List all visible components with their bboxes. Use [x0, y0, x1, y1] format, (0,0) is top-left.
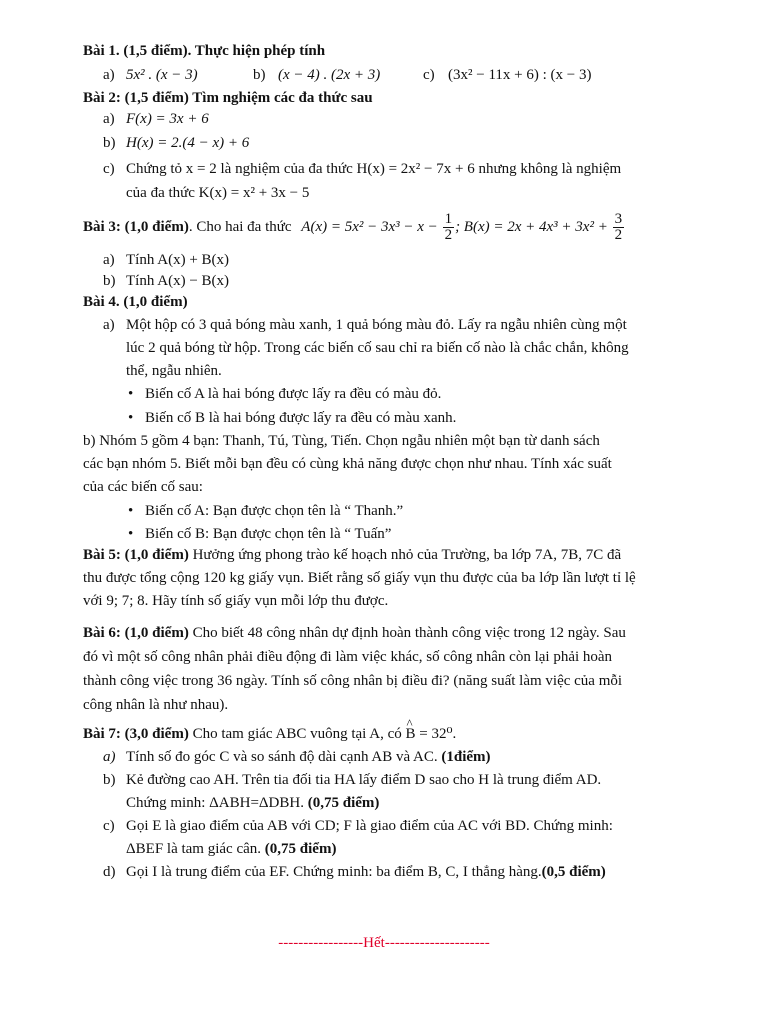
bai3-header [83, 212, 693, 246]
bai2-title: Bài 2: (1,5 điểm) Tìm nghiệm các đa thức sau [83, 90, 373, 106]
bai7-angle-rest: = 32⁰. [415, 726, 457, 742]
bai3-a [83, 250, 693, 271]
bai7-b-line1: Kẻ đường cao AH. Trên tia đối tia HA lấy điểm D sao cho H là trung điểm AD. [126, 772, 602, 788]
bai4-a-bullet1-text: Biến cố A là hai bóng được lấy ra đều có màu đỏ. [145, 386, 442, 402]
bai5-line2: thu được tổng cộng 120 kg giấy vụn. Biết rằng số giấy vụn thu được của ba lớp lần lượt tỉ lệ [83, 570, 636, 586]
bullet-icon: • [128, 503, 134, 519]
bai3-a-label: a) [103, 252, 115, 268]
bai3-frac2-num: 3 [614, 211, 623, 227]
bai7-angle-b: ^ B [405, 724, 415, 745]
bai2-c-label: c) [103, 161, 115, 177]
bullet-icon: • [128, 410, 134, 426]
bai4-a [83, 315, 693, 336]
bai4-b-line1: b) Nhóm 5 gồm 4 bạn: Thanh, Tú, Tùng, Tiến. Chọn ngẫu nhiên một bạn từ danh sách [83, 433, 600, 449]
bai7-c-line2-text: ΔBEF là tam giác cân. [126, 841, 265, 857]
bai1-b-label: b) [253, 67, 266, 83]
bai3-b-text: Tính A(x) − B(x) [126, 273, 230, 289]
bai7-b-label: b) [103, 772, 116, 788]
exam-page [83, 41, 693, 883]
bai1-a-label: a) [103, 67, 115, 83]
bai4-b-bullet2 [83, 524, 693, 545]
bai4-a-bullet2-text: Biến cố B là hai bóng được lấy ra đều có màu xanh. [145, 410, 457, 426]
bai3-frac1-num: 1 [444, 211, 453, 227]
bai3-poly-a: A(x) = 5x² − 3x³ − x − [301, 218, 438, 235]
bai4-a-line1: Một hộp có 3 quả bóng màu xanh, 1 quả bóng màu đỏ. Lấy ra ngẫu nhiên cùng một [126, 317, 627, 333]
bai1-b-expr: (x − 4) . (2x + 3) [278, 67, 381, 83]
bai6-line1-text: Cho biết 48 công nhân dự định hoàn thành công việc trong 12 ngày. Sau [188, 625, 626, 641]
bai7-a-score: (1điểm) [441, 749, 491, 765]
bai3-poly-b: ; B(x) = 2x + 4x³ + 3x² + [455, 218, 608, 235]
bai5-line1 [83, 545, 693, 566]
bai7-c-line2 [83, 839, 693, 860]
bai7-b-line2-text: Chứng minh: ΔABH=ΔDBH. [126, 795, 308, 811]
bai4-b-line3: của các biến cố sau: [83, 479, 203, 495]
bai2-a-expr: F(x) = 3x + 6 [126, 111, 209, 127]
bai7-b [83, 770, 693, 791]
bai4-a-bullet1 [83, 384, 693, 405]
bai3-intro: . Cho hai đa thức [188, 218, 292, 235]
bai2-b-expr: H(x) = 2.(4 − x) + 6 [126, 135, 250, 151]
end-marker: -----------------Hết--------------------- [278, 935, 490, 951]
bai1-options [83, 62, 693, 86]
bai6-line3: thành công việc trong 36 ngày. Tính số công nhân bị điều đi? (năng suất làm việc của mỗi [83, 673, 623, 689]
bai7-b-line2 [83, 793, 693, 814]
bai2-b [83, 133, 693, 154]
bai6-title: Bài 6: (1,0 điểm) [83, 625, 189, 641]
bai7-d-label: d) [103, 864, 116, 880]
bai7-a-text: Tính số đo góc C và so sánh độ dài cạnh AB và AC. [126, 749, 442, 765]
bullet-icon: • [128, 386, 134, 402]
bai4-b-bullet1-text: Biến cố A: Bạn được chọn tên là “ Thanh.” [145, 503, 404, 519]
bai2-c-line1: Chứng tỏ x = 2 là nghiệm của đa thức H(x) = 2x² − 7x + 6 nhưng không là nghiệm [126, 161, 622, 177]
bai1-c-expr: (3x² − 11x + 6) : (x − 3) [448, 67, 592, 83]
bai3-title: Bài 3: (1,0 điểm) [83, 218, 189, 235]
bai5-title: Bài 5: (1,0 điểm) [83, 547, 189, 563]
bai5-line1-text: Hưởng ứng phong trào kế hoạch nhỏ của Trường, ba lớp 7A, 7B, 7C đã [188, 547, 622, 563]
bai3-frac2 [613, 212, 625, 243]
bai4-b-line2: các bạn nhóm 5. Biết mỗi bạn đều có cùng khả năng được chọn như nhau. Tính xác suất [83, 456, 612, 472]
bai7-title: Bài 7: (3,0 điểm) [83, 726, 189, 742]
bai7-intro: Cho tam giác ABC vuông tại A, có [188, 726, 406, 742]
bai4-b-bullet2-text: Biến cố B: Bạn được chọn tên là “ Tuấn” [145, 526, 392, 542]
bai1-a-expr: 5x² . (x − 3) [126, 67, 198, 83]
bai4-title: Bài 4. (1,0 điểm) [83, 294, 188, 310]
bai6-line4: công nhân là như nhau). [83, 697, 229, 713]
bai7-c-line1: Gọi E là giao điểm của AB với CD; F là giao điểm của AC với BD. Chứng minh: [126, 818, 613, 834]
bai3-b-label: b) [103, 273, 116, 289]
bullet-icon: • [128, 526, 134, 542]
bai7-d-score: (0,5 điểm) [541, 864, 606, 880]
bai7-c [83, 816, 693, 837]
bai2-a [83, 109, 693, 130]
bai7-c-label: c) [103, 818, 115, 834]
bai4-a-label: a) [103, 317, 115, 333]
bai2-c-line2: của đa thức K(x) = x² + 3x − 5 [126, 185, 310, 201]
bai4-a-line2: lúc 2 quả bóng từ hộp. Trong các biến cố sau chỉ ra biến cố nào là chắc chắn, không [126, 340, 629, 356]
bai3-frac1-den: 2 [444, 227, 453, 243]
bai1-title: Bài 1. (1,5 điểm). Thực hiện phép tính [83, 43, 326, 59]
bai2-c [83, 159, 693, 180]
bai4-b-bullet1 [83, 501, 693, 522]
bai7-b-score: (0,75 điểm) [307, 795, 380, 811]
bai6-line1 [83, 623, 693, 644]
bai7-header [83, 724, 693, 745]
bai4-a-line3: thể, ngẫu nhiên. [126, 363, 222, 379]
bai2-b-label: b) [103, 135, 116, 151]
bai7-a-label: a) [103, 749, 116, 765]
bai2-a-label: a) [103, 111, 115, 127]
bai4-a-bullet2 [83, 408, 693, 429]
bai3-b [83, 271, 693, 292]
bai3-frac2-den: 2 [614, 227, 623, 243]
bai5-line3: với 9; 7; 8. Hãy tính số giấy vụn mỗi lớp thu được. [83, 593, 389, 609]
bai6-line2: đó vì một số công nhân phải điều động đi làm việc khác, số công nhân còn lại phải hoàn [83, 649, 613, 665]
bai3-frac1 [443, 212, 455, 243]
bai3-a-text: Tính A(x) + B(x) [126, 252, 230, 268]
bai7-d [83, 862, 693, 883]
bai7-d-text: Gọi I là trung điểm của EF. Chứng minh: ba điểm B, C, I thẳng hàng. [126, 864, 542, 880]
bai7-c-score: (0,75 điểm) [264, 841, 337, 857]
bai7-a [83, 747, 693, 768]
bai1-c-label: c) [423, 67, 435, 83]
